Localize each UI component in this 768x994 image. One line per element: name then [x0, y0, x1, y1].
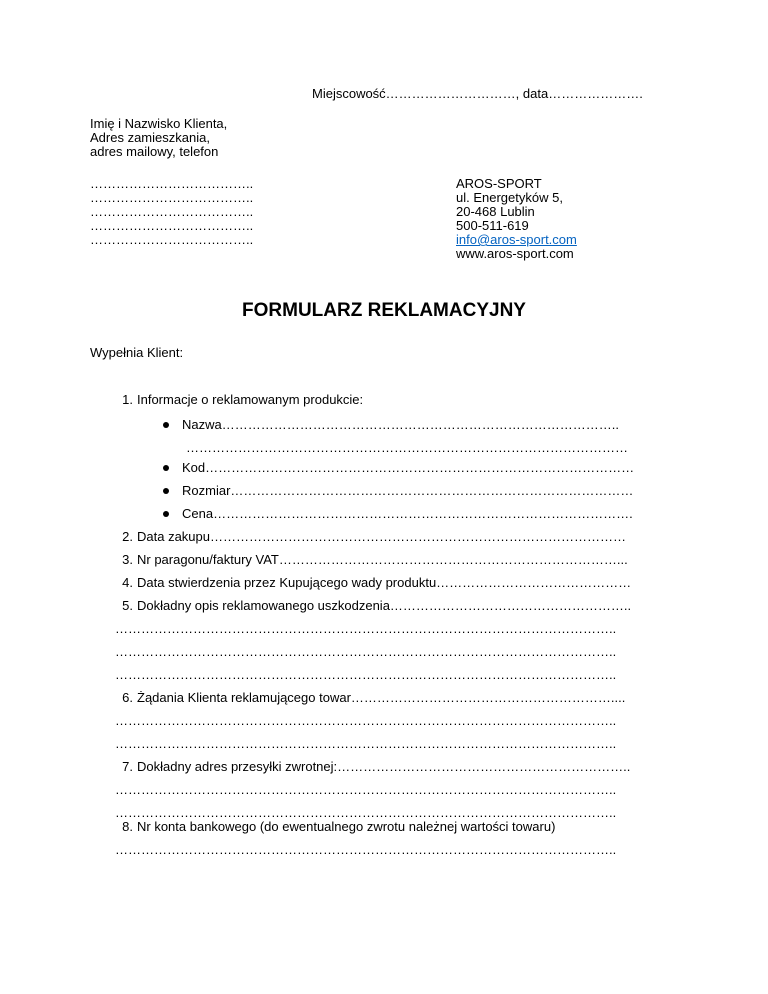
field-purchase-date: Data zakupu…………………………………………………………………………………… [137, 530, 626, 544]
field-product-size: Rozmiar………………………………………………………………………………… [182, 484, 634, 498]
company-block [456, 177, 577, 261]
bullet-icon [163, 465, 169, 471]
blank-line: …………………………………………………………………………………………………….. [115, 737, 617, 751]
field-product-price: Cena……………………………………………………………………………………. [182, 507, 633, 521]
section-7-number: 7. [122, 759, 133, 774]
bullet-icon [163, 422, 169, 428]
place-date-line: Miejscowość…………………………, data…………………. [312, 86, 643, 101]
section-5-number: 5. [122, 598, 133, 613]
client-address-label: Adres zamieszkania, [90, 130, 210, 145]
client-info-block [90, 117, 227, 159]
client-name-label: Imię i Nazwisko Klienta, [90, 116, 228, 131]
blank-line: …………………………………………………………………………………………………….. [115, 668, 617, 682]
client-contact-label: adres mailowy, telefon [90, 144, 219, 159]
company-email-link[interactable]: info@aros-sport.com [456, 232, 577, 247]
section-6-number: 6. [122, 690, 133, 705]
blank-line: …………………………………………………………………………………………………….. [115, 843, 617, 857]
client-blank-line: ……………………………….. [90, 218, 254, 233]
field-product-code: Kod……………………………………………………………………………………… [182, 461, 635, 475]
blank-line: …………………………………………………………………………………………………….. [115, 806, 617, 820]
blank-line: …………………………………………………………………………………………………….. [115, 714, 617, 728]
company-website: www.aros-sport.com [456, 246, 574, 261]
field-receipt-number: Nr paragonu/faktury VAT……………………………………………………………………... [137, 553, 628, 567]
field-return-address: Dokładny adres przesyłki zwrotnej:………………………………………………………….. [137, 760, 631, 774]
section-3-number: 3. [122, 552, 133, 567]
section-8-number: 8. [122, 819, 133, 834]
client-blank-line: ……………………………….. [90, 232, 254, 247]
section-1-label: Informacje o reklamowanym produkcie: [137, 392, 364, 407]
field-bank-account-label: Nr konta bankowego (do ewentualnego zwrotu należnej wartości towaru) [137, 819, 556, 834]
client-blank-lines [90, 177, 253, 247]
client-blank-line: ……………………………….. [90, 176, 254, 191]
company-city: 20-468 Lublin [456, 204, 535, 219]
blank-line: …………………………………………………………………………………………………….. [115, 645, 617, 659]
company-name: AROS-SPORT [456, 176, 542, 191]
client-blank-line: ……………………………….. [90, 204, 254, 219]
company-phone: 500-511-619 [456, 218, 529, 233]
field-defect-date: Data stwierdzenia przez Kupującego wady produktu……………………………………… [137, 576, 632, 590]
bullet-icon [163, 488, 169, 494]
field-damage-description: Dokładny opis reklamowanego uszkodzenia……………………………………………….. [137, 599, 632, 613]
section-4-number: 4. [122, 575, 133, 590]
blank-line: …………………………………………………………………………………………………….. [115, 783, 617, 797]
company-street: ul. Energetyków 5, [456, 190, 563, 205]
blank-line: …………………………………………………………………………………………………….. [115, 622, 617, 636]
field-product-name: Nazwa……………………………………………………………………………….. [182, 418, 619, 432]
bullet-icon [163, 511, 169, 517]
section-1-number: 1. [122, 392, 133, 407]
field-client-demands: Żądania Klienta reklamującego towar…………………………………………………….... [137, 691, 626, 705]
intro-text: Wypełnia Klient: [90, 345, 184, 360]
client-blank-line: ……………………………….. [90, 190, 254, 205]
form-title: FORMULARZ REKLAMACYJNY [242, 300, 526, 321]
section-2-number: 2. [122, 529, 133, 544]
field-product-name-continued: ………………………………………………………………………………………… [186, 441, 628, 455]
